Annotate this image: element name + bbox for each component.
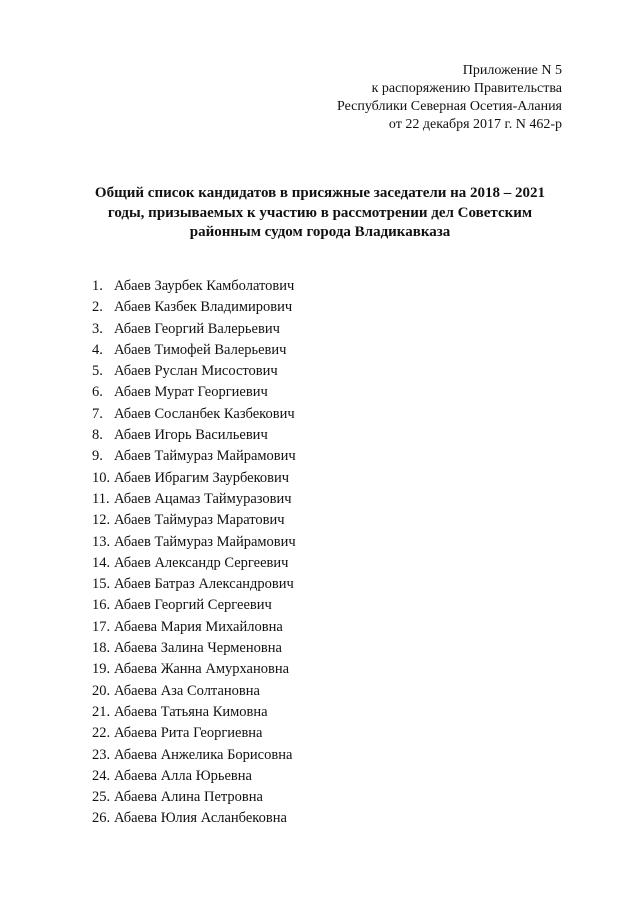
list-item-name: Абаева Рита Георгиевна <box>114 725 263 742</box>
list-item-number: 4. <box>92 341 103 358</box>
list-item-number: 20. <box>92 682 111 699</box>
list-item <box>92 532 296 553</box>
list-item <box>92 489 296 510</box>
list-item-number: 7. <box>92 405 103 422</box>
list-item <box>92 659 296 680</box>
list-item <box>92 425 296 446</box>
list-item-name: Абаев Батраз Александрович <box>114 576 294 593</box>
list-item <box>92 808 296 829</box>
list-item <box>92 574 296 595</box>
list-item-number: 6. <box>92 384 103 401</box>
list-item <box>92 723 296 744</box>
list-item-name: Абаев Георгий Сергеевич <box>114 597 272 614</box>
list-item-number: 2. <box>92 299 103 316</box>
appendix-header <box>337 62 562 134</box>
list-item-number: 22. <box>92 725 111 742</box>
list-item-name: Абаев Казбек Владимирович <box>114 299 293 316</box>
list-item-name: Абаева Аза Солтановна <box>114 682 260 699</box>
list-item-name: Абаева Жанна Амурхановна <box>114 661 290 678</box>
list-item-number: 11. <box>92 490 110 507</box>
list-item-number: 12. <box>92 512 111 529</box>
list-item-name: Абаев Таймураз Майрамович <box>114 533 296 550</box>
list-item-name: Абаев Ибрагим Заурбекович <box>114 469 290 486</box>
list-item-number: 9. <box>92 448 103 465</box>
list-item-name: Абаев Заурбек Камболатович <box>114 278 295 294</box>
list-item <box>92 617 296 638</box>
list-item-number: 16. <box>92 597 111 614</box>
list-item-name: Абаев Руслан Мисостович <box>114 363 278 380</box>
list-item-number: 19. <box>92 661 111 678</box>
list-item-number: 26. <box>92 810 111 827</box>
list-item-number: 10. <box>92 469 111 486</box>
list-item <box>92 361 296 382</box>
list-item <box>92 276 296 297</box>
list-item-name: Абаева Алла Юрьевна <box>114 767 252 784</box>
list-item-number: 3. <box>92 320 103 337</box>
appendix-date: от 22 декабря 2017 г. N 462-р <box>388 117 562 132</box>
list-item-number: 5. <box>92 363 103 380</box>
list-item-number: 17. <box>92 618 111 635</box>
list-item-number: 25. <box>92 789 111 806</box>
list-item-number: 8. <box>92 427 103 444</box>
list-item-name: Абаева Мария Михайловна <box>114 618 283 635</box>
list-item-name: Абаева Юлия Асланбековна <box>114 810 287 827</box>
list-item-name: Абаев Александр Сергеевич <box>114 554 289 571</box>
list-item <box>92 340 296 361</box>
list-item-name: Абаев Мурат Георгиевич <box>114 384 268 401</box>
title-line-2: годы, призываемых к участию в рассмотрении дел Советским <box>107 204 533 221</box>
list-item-number: 1. <box>92 278 103 294</box>
list-item-number: 13. <box>92 533 111 550</box>
list-item-name: Абаев Сосланбек Казбекович <box>114 405 295 422</box>
list-item-name: Абаев Таймураз Маратович <box>114 512 285 529</box>
list-item <box>92 595 296 616</box>
title-line-3: районным судом города Владикавказа <box>189 224 451 240</box>
list-item <box>92 745 296 766</box>
candidate-list <box>92 276 296 830</box>
list-item <box>92 553 296 574</box>
title-line-1: Общий список кандидатов в присяжные заседатели на 2018 – 2021 <box>94 185 546 201</box>
appendix-republic: Республики Северная Осетия-Алания <box>337 99 562 114</box>
list-item-name: Абаев Игорь Васильевич <box>114 427 268 444</box>
list-item <box>92 319 296 340</box>
list-item <box>92 468 296 489</box>
list-item-name: Абаев Таймураз Майрамович <box>114 448 296 465</box>
list-item-name: Абаева Алина Петровна <box>114 789 263 806</box>
list-item-name: Абаев Георгий Валерьевич <box>114 320 280 337</box>
list-item-name: Абаева Татьяна Кимовна <box>114 703 268 720</box>
list-item <box>92 446 296 467</box>
list-item-name: Абаев Ацамаз Таймуразович <box>114 490 292 507</box>
list-item-number: 21. <box>92 703 111 720</box>
list-item <box>92 787 296 808</box>
list-item <box>92 766 296 787</box>
list-item-number: 23. <box>92 746 111 763</box>
list-item <box>92 297 296 318</box>
list-item-name: Абаева Анжелика Борисовна <box>114 746 293 763</box>
list-item <box>92 404 296 425</box>
appendix-order-ref: к распоряжению Правительства <box>371 81 562 96</box>
document-title <box>60 184 580 243</box>
list-item-number: 18. <box>92 640 111 657</box>
list-item-number: 24. <box>92 767 111 784</box>
list-item <box>92 681 296 702</box>
list-item-name: Абаева Залина Черменовна <box>114 640 282 657</box>
list-item-number: 14. <box>92 554 111 571</box>
list-item-number: 15. <box>92 576 111 593</box>
list-item <box>92 510 296 531</box>
appendix-number: Приложение N 5 <box>462 63 562 78</box>
list-item-name: Абаев Тимофей Валерьевич <box>114 341 287 358</box>
list-item <box>92 382 296 403</box>
list-item <box>92 702 296 723</box>
list-item <box>92 638 296 659</box>
